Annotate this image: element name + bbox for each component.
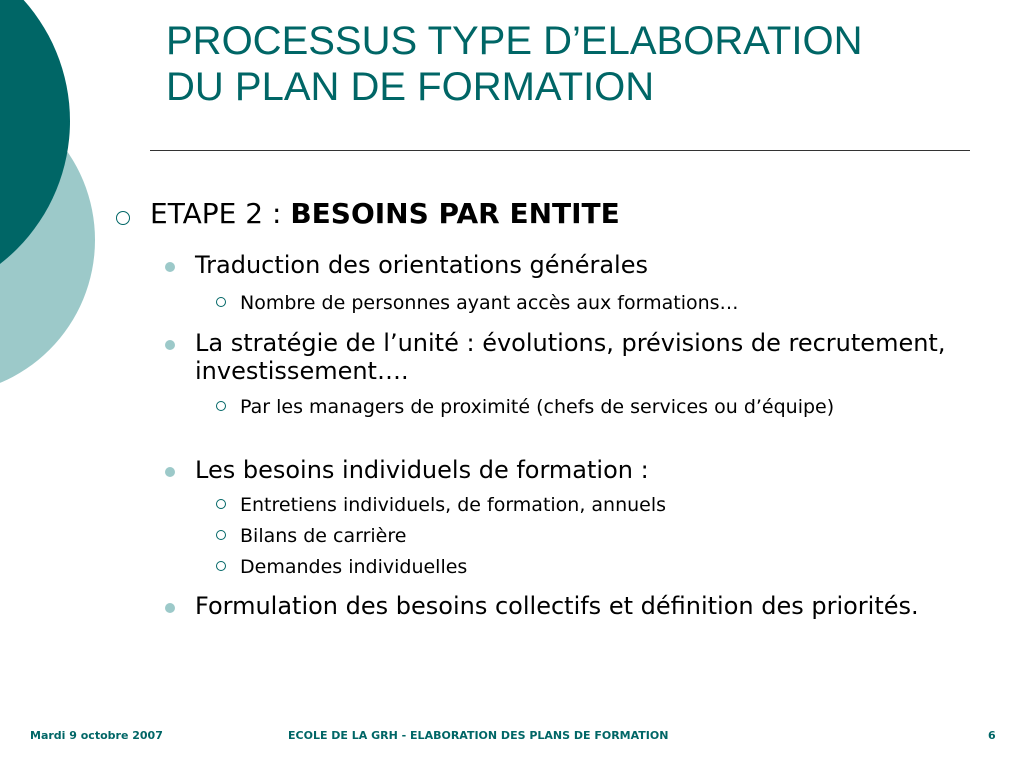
dot-bullet-icon [165, 340, 175, 350]
page-number: 6 [988, 729, 996, 742]
step-title: BESOINS PAR ENTITE [290, 197, 620, 230]
footer-date: Mardi 9 octobre 2007 [30, 729, 163, 742]
ring-bullet-icon [116, 211, 130, 225]
list-item: Les besoins individuels de formation : [195, 456, 649, 484]
dot-bullet-icon [165, 603, 175, 613]
dot-bullet-icon [165, 467, 175, 477]
ring-bullet-icon [216, 561, 226, 571]
sub-list-item: Demandes individuelles [240, 556, 468, 578]
footer-title: ECOLE DE LA GRH - ELABORATION DES PLANS DE FORMATION [288, 729, 669, 742]
ring-bullet-icon [216, 530, 226, 540]
slide-title-line-2: DU PLAN DE FORMATION [166, 65, 655, 109]
sub-list-item: Entretiens individuels, de formation, annuels [240, 494, 667, 516]
sub-list-item: Nombre de personnes ayant accès aux formations… [240, 292, 739, 314]
sub-list-item: Bilans de carrière [240, 525, 407, 547]
dot-bullet-icon [165, 262, 175, 272]
slide-title-line-1: PROCESSUS TYPE D’ELABORATION [166, 19, 863, 63]
ring-bullet-icon [216, 297, 226, 307]
ring-bullet-icon [216, 499, 226, 509]
list-item: La stratégie de l’unité : évolutions, prévisions de recrutement, investissement…. [195, 329, 946, 385]
sub-list-item: Par les managers de proximité (chefs de services ou d’équipe) [240, 396, 835, 418]
list-item: Traduction des orientations générales [195, 251, 648, 279]
step-prefix: ETAPE 2 : [150, 197, 291, 230]
ring-bullet-icon [216, 401, 226, 411]
step-heading [150, 197, 620, 231]
list-item: Formulation des besoins collectifs et définition des priorités. [195, 592, 919, 620]
